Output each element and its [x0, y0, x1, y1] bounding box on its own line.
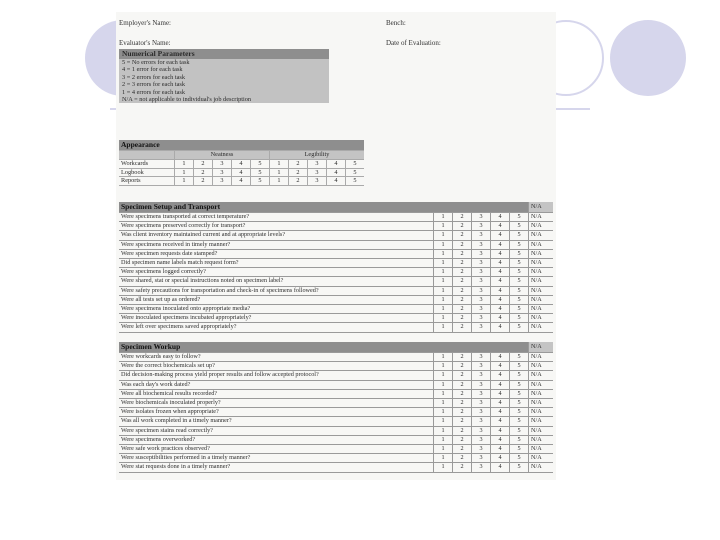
- score-option[interactable]: 3: [472, 389, 491, 398]
- question-text: Were workcards easy to follow?: [119, 353, 434, 362]
- question-row: [119, 240, 553, 249]
- score-option[interactable]: 1: [434, 445, 453, 454]
- question-row: [119, 362, 553, 371]
- score-option[interactable]: 1: [434, 249, 453, 258]
- score-option[interactable]: 1: [434, 277, 453, 286]
- na-option[interactable]: N/A: [529, 417, 554, 426]
- workup-na-header: N/A: [529, 342, 554, 353]
- score-option[interactable]: 5: [510, 417, 529, 426]
- question-text: Were specimen stains read correctly?: [119, 426, 434, 435]
- question-text: Were specimens received in timely manner?: [119, 240, 434, 249]
- score-option[interactable]: 1: [434, 426, 453, 435]
- score-option[interactable]: 5: [510, 259, 529, 268]
- question-row: [119, 445, 553, 454]
- parameter-item: 1 = 4 errors for each task: [119, 89, 329, 96]
- question-row: [119, 463, 553, 472]
- score-option[interactable]: 5: [510, 286, 529, 295]
- score-option[interactable]: 4: [491, 426, 510, 435]
- score-option[interactable]: 2: [453, 417, 472, 426]
- na-option[interactable]: N/A: [529, 231, 554, 240]
- score-option[interactable]: 1: [434, 380, 453, 389]
- question-text: Were isolates frozen when appropriate?: [119, 408, 434, 417]
- score-option[interactable]: 5: [510, 213, 529, 222]
- score-option[interactable]: 2: [453, 399, 472, 408]
- score-option[interactable]: 4: [491, 389, 510, 398]
- score-option[interactable]: 2: [453, 277, 472, 286]
- score-option[interactable]: 2: [453, 323, 472, 332]
- question-text: Were specimens overworked?: [119, 435, 434, 444]
- question-text: Did specimen name labels match request form?: [119, 259, 434, 268]
- question-row: [119, 353, 553, 362]
- score-option[interactable]: 4: [491, 323, 510, 332]
- score-option[interactable]: 3: [472, 362, 491, 371]
- score-option[interactable]: 1: [434, 435, 453, 444]
- question-row: [119, 389, 553, 398]
- appearance-row: Logbook 1 2 3 4 5 1 2 3 4 5: [119, 168, 364, 177]
- question-text: Were all biochemical results recorded?: [119, 389, 434, 398]
- na-option[interactable]: N/A: [529, 408, 554, 417]
- score-option[interactable]: 2: [453, 435, 472, 444]
- question-text: Were biochemicals inoculated properly?: [119, 399, 434, 408]
- question-row: [119, 249, 553, 258]
- score-option[interactable]: 2: [453, 231, 472, 240]
- score-option[interactable]: 3: [472, 380, 491, 389]
- appearance-table: [119, 140, 364, 186]
- question-text: Was client inventory maintained current and at appropriate levels?: [119, 231, 434, 240]
- question-text: Was each day's work dated?: [119, 380, 434, 389]
- score-option[interactable]: 2: [453, 362, 472, 371]
- question-text: Were shared, stat or special instructions noted on specimen label?: [119, 277, 434, 286]
- score-option[interactable]: 5: [510, 295, 529, 304]
- specimen-setup-table: [119, 202, 553, 333]
- score-option[interactable]: 1: [434, 399, 453, 408]
- question-text: Were specimens inoculated onto appropriate media?: [119, 305, 434, 314]
- question-row: [119, 435, 553, 444]
- parameter-item: 2 = 3 errors for each task: [119, 81, 329, 88]
- na-option[interactable]: N/A: [529, 380, 554, 389]
- score-option[interactable]: 4: [491, 249, 510, 258]
- parameters-title: Numerical Parameters: [119, 49, 329, 59]
- score-option[interactable]: 2: [453, 380, 472, 389]
- na-option[interactable]: N/A: [529, 371, 554, 380]
- score-option[interactable]: 2: [453, 454, 472, 463]
- score-option[interactable]: 4: [491, 445, 510, 454]
- score-option[interactable]: 5: [510, 371, 529, 380]
- na-option[interactable]: N/A: [529, 249, 554, 258]
- score-option[interactable]: 5: [510, 435, 529, 444]
- na-option[interactable]: N/A: [529, 323, 554, 332]
- question-text: Were safe work practices observed?: [119, 445, 434, 454]
- question-row: [119, 426, 553, 435]
- score-option[interactable]: 3: [472, 408, 491, 417]
- score-option[interactable]: 1: [434, 389, 453, 398]
- score-option[interactable]: 4: [491, 305, 510, 314]
- score-option[interactable]: 1: [434, 408, 453, 417]
- question-row: [119, 454, 553, 463]
- score-option[interactable]: 4: [491, 231, 510, 240]
- score-option[interactable]: 3: [472, 323, 491, 332]
- score-option[interactable]: 4: [491, 259, 510, 268]
- question-row: [119, 314, 553, 323]
- question-row: [119, 222, 553, 231]
- question-row: [119, 277, 553, 286]
- question-row: [119, 268, 553, 277]
- question-text: Were the correct biochemicals set up?: [119, 362, 434, 371]
- parameter-item: 3 = 2 errors for each task: [119, 74, 329, 81]
- score-option[interactable]: 4: [491, 417, 510, 426]
- na-option[interactable]: N/A: [529, 399, 554, 408]
- na-option[interactable]: N/A: [529, 445, 554, 454]
- question-text: Were all tests set up as ordered?: [119, 295, 434, 304]
- question-row: [119, 213, 553, 222]
- evaluation-form: [116, 12, 556, 480]
- score-option[interactable]: 4: [491, 380, 510, 389]
- score-option[interactable]: 3: [472, 222, 491, 231]
- score-option[interactable]: 4: [491, 286, 510, 295]
- question-row: [119, 295, 553, 304]
- score-option[interactable]: 3: [472, 353, 491, 362]
- workup-title: Specimen Workup: [119, 342, 529, 353]
- score-option[interactable]: 3: [472, 240, 491, 249]
- score-option[interactable]: 5: [510, 445, 529, 454]
- score-option[interactable]: 2: [453, 259, 472, 268]
- score-option[interactable]: 3: [472, 463, 491, 472]
- na-option[interactable]: N/A: [529, 305, 554, 314]
- parameter-item: 5 = No errors for each task: [119, 59, 329, 66]
- score-option[interactable]: 2: [453, 408, 472, 417]
- score-option[interactable]: 3: [472, 231, 491, 240]
- question-text: Were specimens preserved correctly for transport?: [119, 222, 434, 231]
- setup-title: Specimen Setup and Transport: [119, 202, 529, 213]
- score-option[interactable]: 4: [491, 277, 510, 286]
- score-option[interactable]: 2: [453, 286, 472, 295]
- score-option[interactable]: 5: [510, 454, 529, 463]
- question-text: Did decision-making process yield proper results and follow accepted protocol?: [119, 371, 434, 380]
- na-option[interactable]: N/A: [529, 389, 554, 398]
- score-option[interactable]: 4: [491, 371, 510, 380]
- appearance-row: Reports 1 2 3 4 5 1 2 3 4 5: [119, 177, 364, 186]
- score-option[interactable]: 3: [472, 417, 491, 426]
- score-option[interactable]: 5: [510, 399, 529, 408]
- score-option[interactable]: 4: [491, 353, 510, 362]
- score-option[interactable]: 1: [434, 213, 453, 222]
- score-option[interactable]: 4: [491, 454, 510, 463]
- score-option[interactable]: 3: [472, 454, 491, 463]
- score-option[interactable]: 5: [510, 305, 529, 314]
- score-option[interactable]: 3: [472, 286, 491, 295]
- question-text: Were specimens transported at correct temperature?: [119, 213, 434, 222]
- numerical-parameters: [119, 49, 329, 103]
- score-option[interactable]: 2: [453, 268, 472, 277]
- score-option[interactable]: 3: [472, 445, 491, 454]
- na-option[interactable]: N/A: [529, 286, 554, 295]
- score-option[interactable]: 5: [510, 222, 529, 231]
- score-option[interactable]: 5: [510, 463, 529, 472]
- question-row: [119, 259, 553, 268]
- score-option[interactable]: 1: [434, 371, 453, 380]
- score-option[interactable]: 3: [472, 426, 491, 435]
- score-option[interactable]: 3: [472, 305, 491, 314]
- na-option[interactable]: N/A: [529, 353, 554, 362]
- score-option[interactable]: 1: [434, 353, 453, 362]
- score-option[interactable]: 2: [453, 305, 472, 314]
- parameter-item: 4 = 1 error for each task: [119, 66, 329, 73]
- score-option[interactable]: 2: [453, 295, 472, 304]
- score-option[interactable]: 5: [510, 353, 529, 362]
- score-option[interactable]: 4: [491, 295, 510, 304]
- score-option[interactable]: 4: [491, 240, 510, 249]
- score-option[interactable]: 5: [510, 240, 529, 249]
- score-option[interactable]: 3: [472, 371, 491, 380]
- bench-label: Bench:: [386, 19, 406, 27]
- score-option[interactable]: 3: [472, 277, 491, 286]
- na-option[interactable]: N/A: [529, 240, 554, 249]
- question-text: Were susceptibilities performed in a timely manner?: [119, 454, 434, 463]
- score-option[interactable]: 5: [510, 426, 529, 435]
- score-option[interactable]: 5: [510, 268, 529, 277]
- na-option[interactable]: N/A: [529, 314, 554, 323]
- score-option[interactable]: 1: [434, 454, 453, 463]
- legibility-header: Legibility: [270, 151, 365, 160]
- score-option[interactable]: 5: [510, 389, 529, 398]
- neatness-header: Neatness: [175, 151, 270, 160]
- question-row: [119, 417, 553, 426]
- score-option[interactable]: 4: [491, 362, 510, 371]
- question-text: Were safety precautions for transportation and check-in of specimens followed?: [119, 286, 434, 295]
- score-option[interactable]: 1: [434, 463, 453, 472]
- na-option[interactable]: N/A: [529, 268, 554, 277]
- score-option[interactable]: 3: [472, 259, 491, 268]
- score-option[interactable]: 1: [434, 286, 453, 295]
- question-row: [119, 371, 553, 380]
- score-option[interactable]: 5: [510, 380, 529, 389]
- score-option[interactable]: 1: [434, 231, 453, 240]
- question-row: [119, 305, 553, 314]
- score-option[interactable]: 5: [510, 323, 529, 332]
- na-option[interactable]: N/A: [529, 463, 554, 472]
- parameter-item: N/A = not applicable to individual's job description: [119, 96, 329, 103]
- score-option[interactable]: 1: [434, 268, 453, 277]
- score-option[interactable]: 5: [510, 314, 529, 323]
- score-option[interactable]: 2: [453, 389, 472, 398]
- question-row: [119, 380, 553, 389]
- score-option[interactable]: 2: [453, 445, 472, 454]
- score-option[interactable]: 1: [434, 362, 453, 371]
- score-option[interactable]: 2: [453, 371, 472, 380]
- na-option[interactable]: N/A: [529, 259, 554, 268]
- score-option[interactable]: 3: [472, 268, 491, 277]
- question-text: Were stat requests done in a timely manner?: [119, 463, 434, 472]
- score-option[interactable]: 5: [510, 277, 529, 286]
- date-label: Date of Evaluation:: [386, 39, 441, 47]
- score-option[interactable]: 4: [491, 268, 510, 277]
- score-option[interactable]: 2: [453, 222, 472, 231]
- specimen-workup-table: [119, 342, 553, 473]
- score-option[interactable]: 1: [434, 314, 453, 323]
- score-option[interactable]: 2: [453, 314, 472, 323]
- question-text: Were left over specimens saved appropriately?: [119, 323, 434, 332]
- na-option[interactable]: N/A: [529, 362, 554, 371]
- question-row: [119, 286, 553, 295]
- score-option[interactable]: 3: [472, 435, 491, 444]
- score-option[interactable]: 2: [453, 213, 472, 222]
- question-text: Were inoculated specimens incubated appropriately?: [119, 314, 434, 323]
- score-option[interactable]: 2: [453, 353, 472, 362]
- question-row: [119, 408, 553, 417]
- question-row: [119, 399, 553, 408]
- na-option[interactable]: N/A: [529, 213, 554, 222]
- na-option[interactable]: N/A: [529, 426, 554, 435]
- question-text: Was all work completed in a timely manner?: [119, 417, 434, 426]
- score-option[interactable]: 5: [510, 231, 529, 240]
- score-option[interactable]: 5: [510, 362, 529, 371]
- na-option[interactable]: N/A: [529, 222, 554, 231]
- score-option[interactable]: 3: [472, 249, 491, 258]
- score-option[interactable]: 1: [434, 305, 453, 314]
- score-option[interactable]: 4: [491, 463, 510, 472]
- evaluator-name-label: Evaluator's Name:: [119, 39, 171, 47]
- employer-name-label: Employer's Name:: [119, 19, 171, 27]
- na-option[interactable]: N/A: [529, 295, 554, 304]
- na-option[interactable]: N/A: [529, 454, 554, 463]
- score-option[interactable]: 1: [434, 222, 453, 231]
- question-row: [119, 231, 553, 240]
- na-option[interactable]: N/A: [529, 435, 554, 444]
- score-option[interactable]: 1: [434, 259, 453, 268]
- question-text: Were specimens logged correctly?: [119, 268, 434, 277]
- score-option[interactable]: 3: [472, 314, 491, 323]
- score-option[interactable]: 4: [491, 408, 510, 417]
- appearance-row: Workcards 1 2 3 4 5 1 2 3 4 5: [119, 159, 364, 168]
- score-option[interactable]: 4: [491, 314, 510, 323]
- score-option[interactable]: 4: [491, 222, 510, 231]
- score-option[interactable]: 2: [453, 249, 472, 258]
- score-option[interactable]: 4: [491, 435, 510, 444]
- question-text: Were specimen requests date stamped?: [119, 249, 434, 258]
- score-option[interactable]: 2: [453, 426, 472, 435]
- score-option[interactable]: 3: [472, 295, 491, 304]
- score-option[interactable]: 1: [434, 323, 453, 332]
- score-option[interactable]: 1: [434, 417, 453, 426]
- score-option[interactable]: 5: [510, 249, 529, 258]
- setup-na-header: N/A: [529, 202, 554, 213]
- score-option[interactable]: 5: [510, 408, 529, 417]
- appearance-title: Appearance: [119, 140, 364, 151]
- score-option[interactable]: 3: [472, 399, 491, 408]
- score-option[interactable]: 4: [491, 399, 510, 408]
- decorative-circle-right: [610, 20, 686, 96]
- na-option[interactable]: N/A: [529, 277, 554, 286]
- question-row: [119, 323, 553, 332]
- score-option[interactable]: 2: [453, 240, 472, 249]
- score-option[interactable]: 1: [434, 295, 453, 304]
- score-option[interactable]: 3: [472, 213, 491, 222]
- score-option[interactable]: 2: [453, 463, 472, 472]
- score-option[interactable]: 4: [491, 213, 510, 222]
- score-option[interactable]: 1: [434, 240, 453, 249]
